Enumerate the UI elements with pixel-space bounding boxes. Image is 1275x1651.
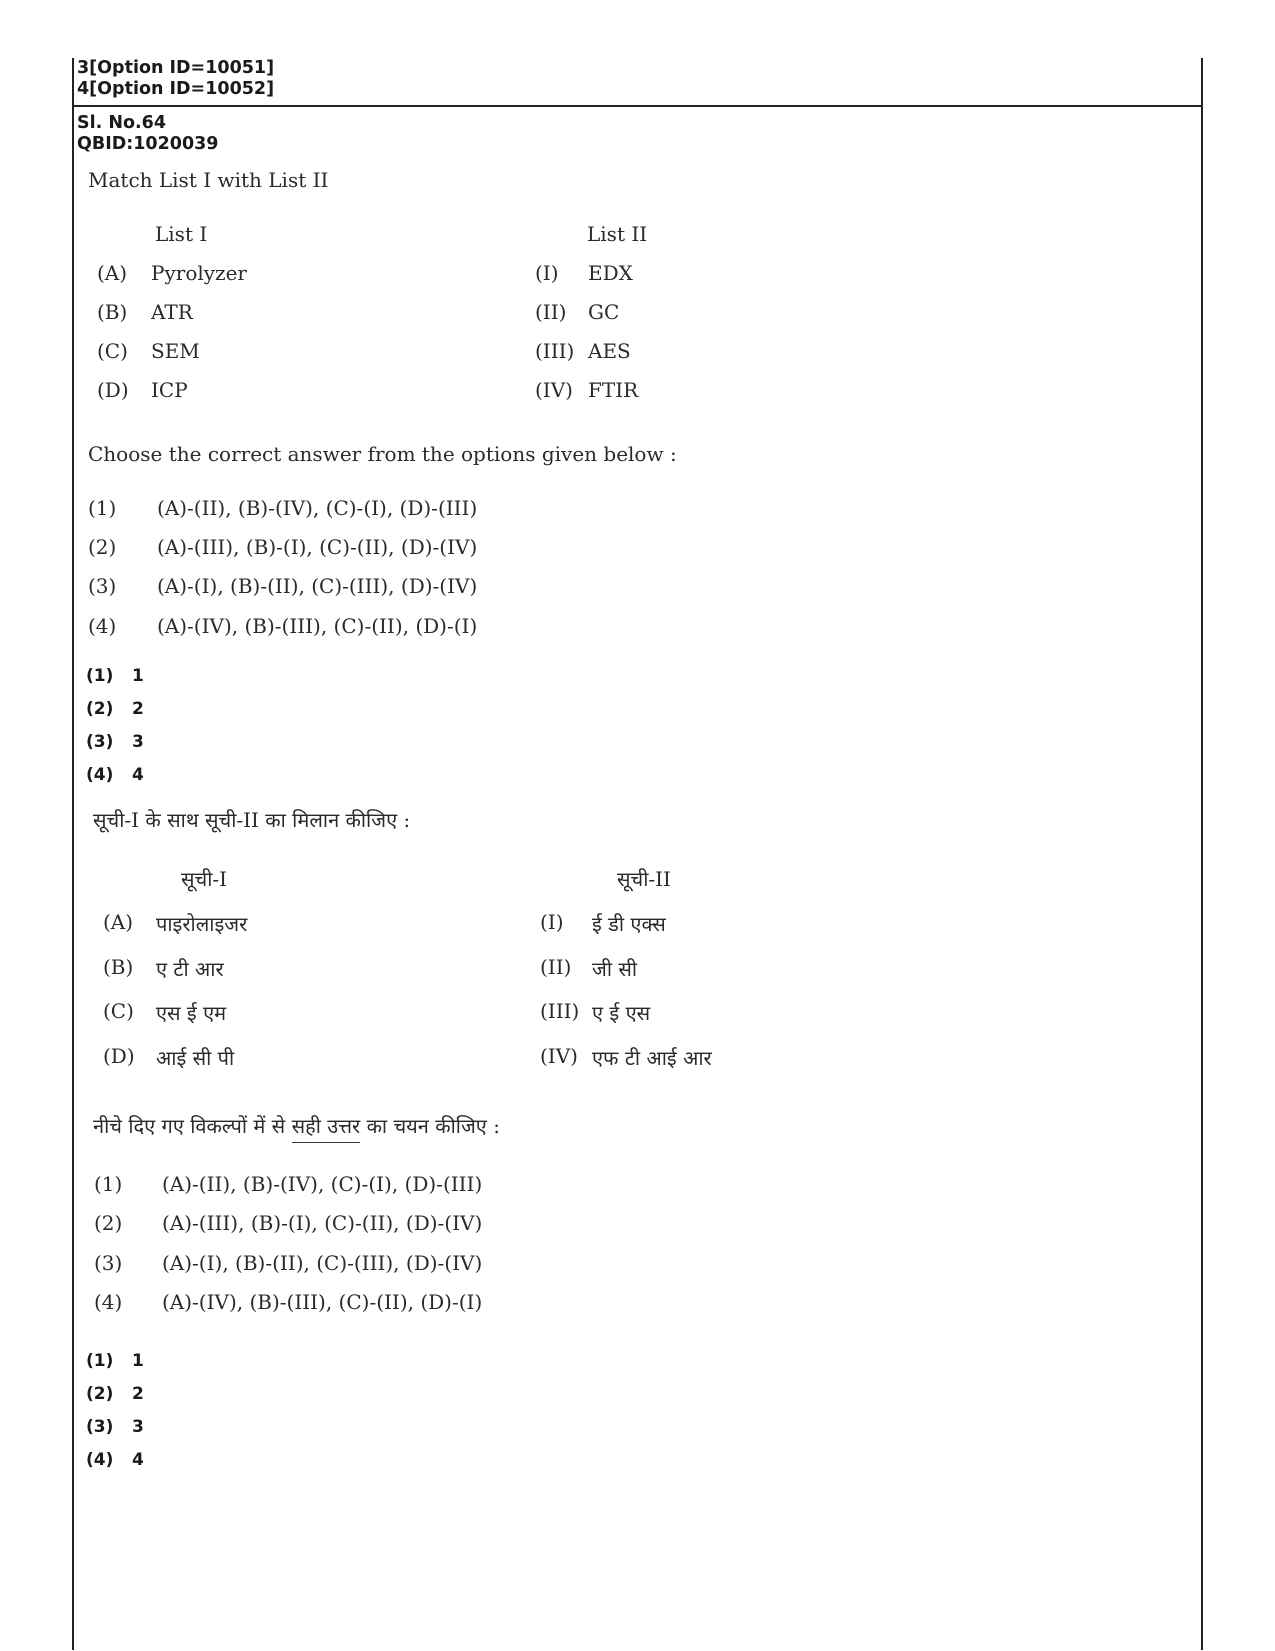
choice-number: (2) [94,1211,123,1235]
list-item-key: (C) [97,339,128,363]
choice-number: (3) [94,1251,123,1275]
choice-text: (A)-(II), (B)-(IV), (C)-(I), (D)-(III) [157,496,478,520]
list-item-key: (III) [535,339,575,363]
list-item-text: FTIR [588,378,639,402]
choice-number: (4) [88,614,117,638]
list-item-text: एस ई एम [156,1001,227,1025]
list-item-text: ए ई एस [592,1001,651,1025]
page-frame [72,58,1203,1650]
english-choose-prompt: Choose the correct answer from the options given below : [88,442,677,466]
answer-option[interactable]: (1) 1 [86,666,144,686]
list-item-text: AES [588,339,631,363]
choice-number: (3) [88,574,117,598]
list-item-text: SEM [151,339,200,363]
list-item-text: जी सी [592,957,638,981]
choice-number: (2) [88,535,117,559]
list-item-text: पाइरोलाइजर [156,912,248,936]
list-item-text: एफ टी आई आर [592,1046,712,1070]
choice-number: (1) [88,496,117,520]
english-list2-header: List II [587,222,648,246]
answer-option[interactable]: (3) 3 [86,732,144,752]
answer-option[interactable]: (4) 4 [86,765,144,785]
list-item-key: (IV) [540,1044,578,1068]
english-instruction: Match List I with List II [88,168,329,192]
qbid: QBID:1020039 [77,134,219,154]
answer-option[interactable]: (2) 2 [86,1384,144,1404]
answer-option[interactable]: (1) 1 [86,1351,144,1371]
list-item-text: आई सी पी [156,1046,235,1070]
header-divider [72,105,1203,107]
list-item-key: (III) [540,999,580,1023]
list-item-key: (IV) [535,378,573,402]
english-list1-header: List I [155,222,208,246]
choice-number: (1) [94,1172,123,1196]
list-item-text: Pyrolyzer [151,261,247,285]
list-item-key: (I) [540,910,564,934]
hindi-list2-header: सूची-II [617,867,671,891]
list-item-key: (II) [540,955,572,979]
choice-text: (A)-(IV), (B)-(III), (C)-(II), (D)-(I) [157,614,478,638]
emphasis-underline: सही उत्तर [292,1114,361,1143]
hindi-list1-header: सूची-I [181,867,228,891]
list-item-key: (A) [103,910,134,934]
list-item-text: ATR [151,300,193,324]
list-item-key: (D) [97,378,129,402]
hindi-instruction: सूची-I के साथ सूची-II का मिलान कीजिए : [93,808,411,832]
list-item-text: ए टी आर [156,957,224,981]
list-item-key: (B) [97,300,128,324]
answer-option[interactable]: (2) 2 [86,699,144,719]
list-item-text: EDX [588,261,633,285]
option-id-4: 4[Option ID=10052] [77,79,275,99]
choice-text: (A)-(I), (B)-(II), (C)-(III), (D)-(IV) [162,1251,483,1275]
list-item-key: (D) [103,1044,135,1068]
list-item-key: (A) [97,261,128,285]
answer-option[interactable]: (3) 3 [86,1417,144,1437]
list-item-key: (C) [103,999,134,1023]
choice-text: (A)-(I), (B)-(II), (C)-(III), (D)-(IV) [157,574,478,598]
choice-text: (A)-(II), (B)-(IV), (C)-(I), (D)-(III) [162,1172,483,1196]
choice-number: (4) [94,1290,123,1314]
list-item-key: (I) [535,261,559,285]
list-item-text: ICP [151,378,188,402]
list-item-text: ई डी एक्स [592,912,666,936]
list-item-key: (B) [103,955,134,979]
choice-text: (A)-(III), (B)-(I), (C)-(II), (D)-(IV) [162,1211,483,1235]
choice-text: (A)-(III), (B)-(I), (C)-(II), (D)-(IV) [157,535,478,559]
hindi-choose-prompt: नीचे दिए गए विकल्पों में से सही उत्तर का चयन कीजिए : [93,1112,500,1139]
serial-number: Sl. No.64 [77,113,167,133]
list-item-key: (II) [535,300,567,324]
list-item-text: GC [588,300,620,324]
choice-text: (A)-(IV), (B)-(III), (C)-(II), (D)-(I) [162,1290,483,1314]
option-id-3: 3[Option ID=10051] [77,58,275,78]
answer-option[interactable]: (4) 4 [86,1450,144,1470]
